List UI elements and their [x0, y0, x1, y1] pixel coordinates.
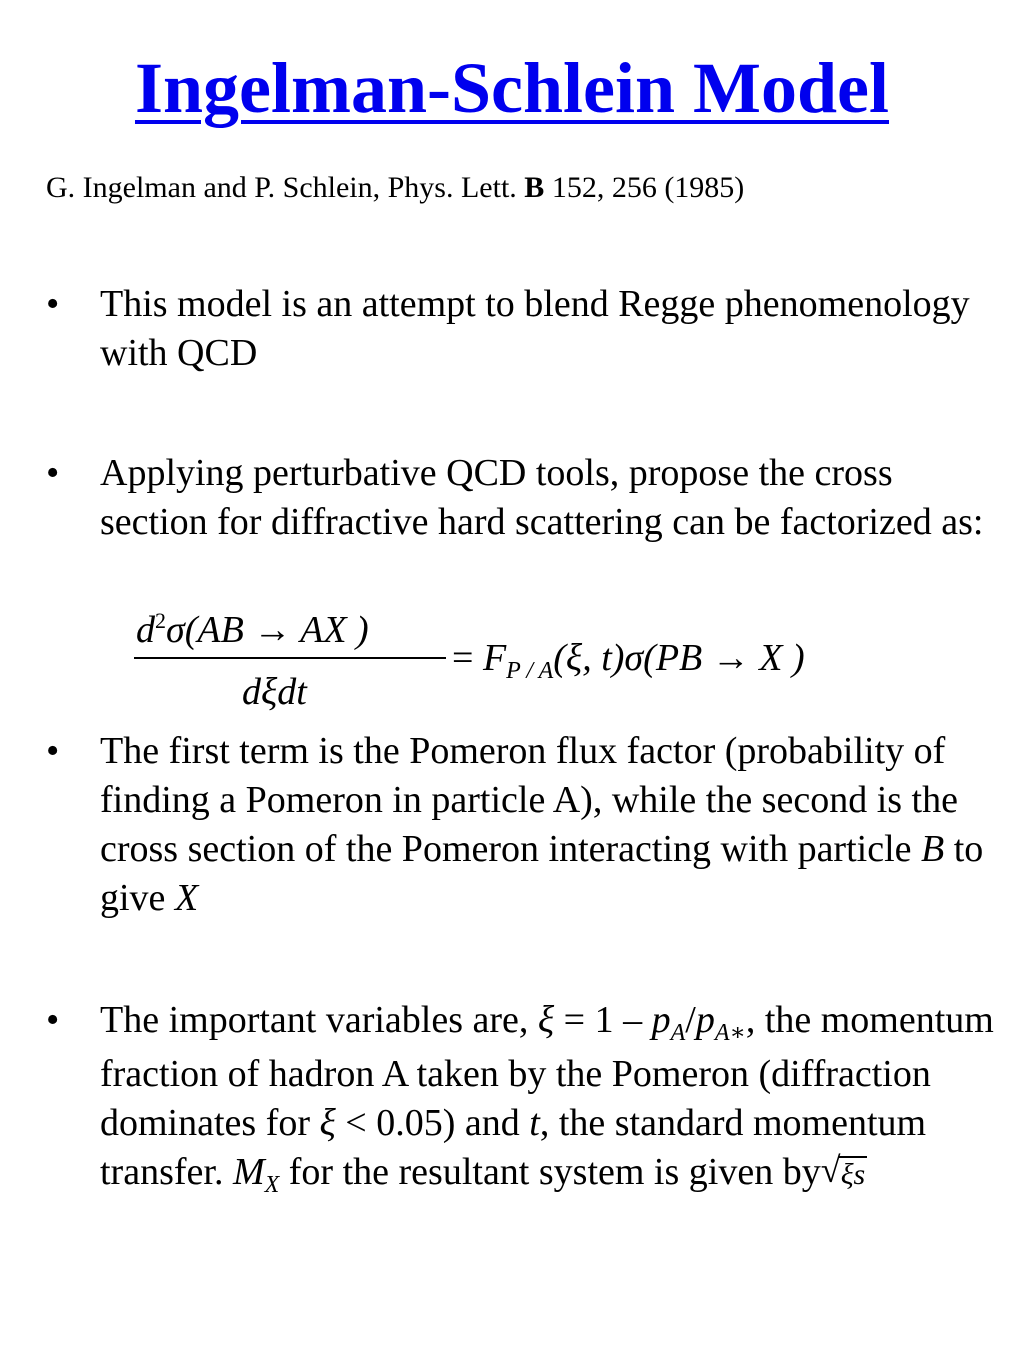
slide-title: Ingelman-Schlein Model: [134, 48, 890, 128]
equation-rhs: = $F_{P / A}(\xi$, t)σ(PB → X ): [452, 637, 805, 684]
bullet-item-4: [46, 996, 996, 1202]
bullet-item-3: [46, 727, 996, 923]
bullet-text: The important variables are, $\xi = 1 - p_A/p_{A∗}$, the momentum fraction of hadron A taken by the Pomeron (diffraction dominates for ξ < 0.05) and t, the standard momentum transfer. $M_X$ for the resultant system is given by √ ξs: [100, 999, 994, 1198]
bullet-dot: •: [46, 283, 60, 325]
bullet-item-2: [46, 449, 996, 547]
reference-rest: 152, 256 (1985): [551, 171, 745, 204]
reference-citation: [46, 170, 744, 206]
bullet-text: The first term is the Pomeron flux factor (probability of finding a Pomeron in particle A), while the second is the cross section of the Pomeron interacting with particle B to give X: [100, 730, 984, 919]
bullet-text: This model is an attempt to blend Regge phenomenology with QCD: [100, 283, 970, 374]
bullet-dot: •: [46, 999, 60, 1041]
reference-volume-letter: B: [524, 171, 545, 204]
equation-numerator: $d^2\sigma(AB$ → AX ): [136, 608, 369, 651]
fraction-bar: [134, 657, 446, 659]
bullet-text: Applying perturbative QCD tools, propose the cross section for diffractive hard scattering can be factorized as:: [100, 452, 984, 543]
sqrt-expression: √ ξs: [820, 1150, 866, 1191]
equation-denominator: dξdt: [242, 671, 307, 713]
reference-authors: G. Ingelman and P. Schlein, Phys. Lett.: [46, 171, 517, 204]
bullet-item-1: [46, 280, 996, 378]
factorization-equation: [130, 600, 930, 720]
bullet-dot: •: [46, 452, 60, 494]
bullet-dot: •: [46, 730, 60, 772]
